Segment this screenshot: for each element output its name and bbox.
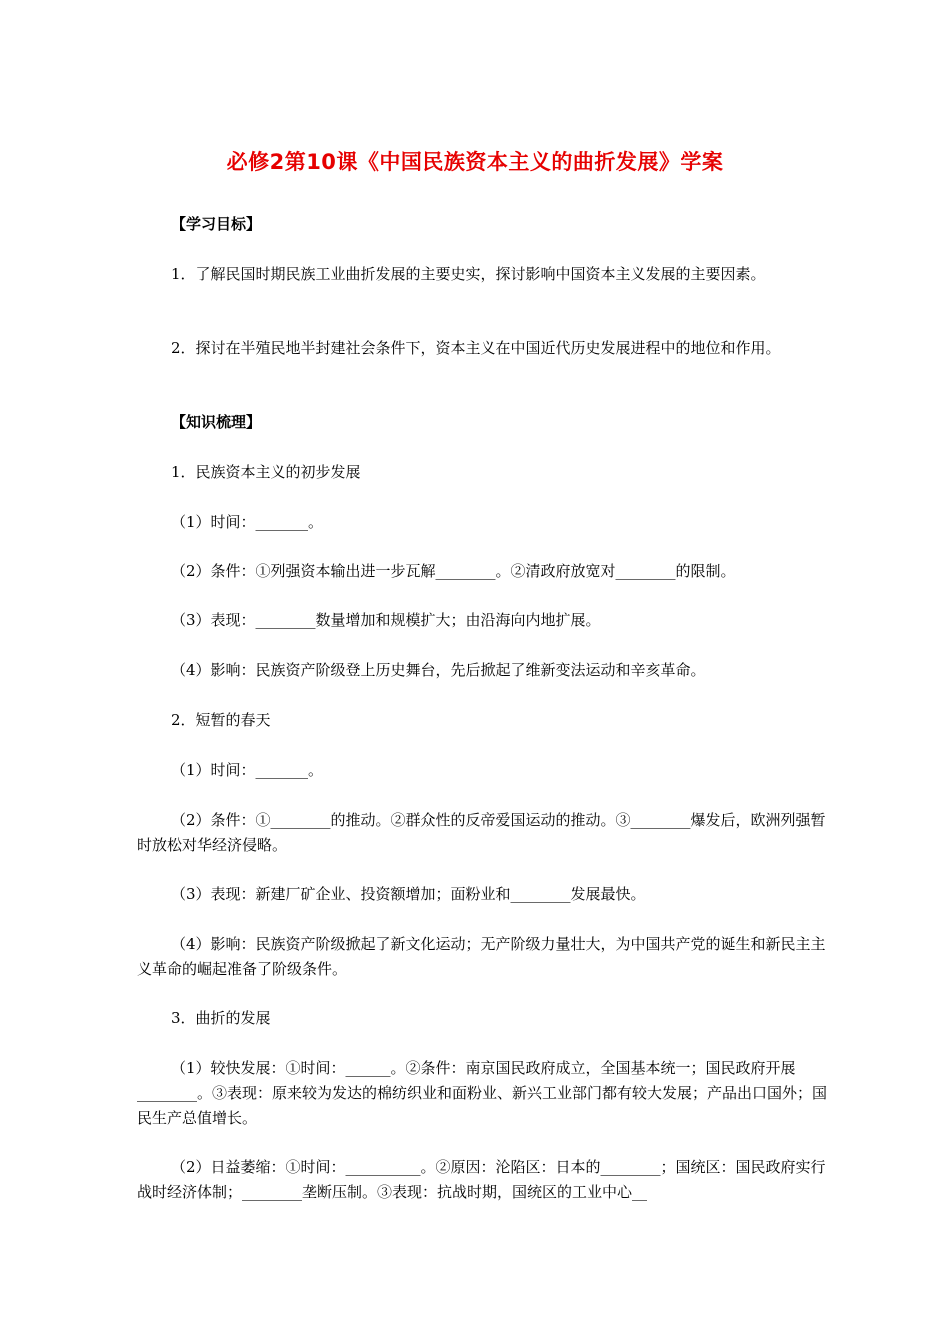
section-heading-goals: 【学习目标】 <box>171 215 262 233</box>
knowledge-topic-1: 1．民族资本主义的初步发展 <box>171 463 361 481</box>
goal-item-1: 1．了解民国时期民族工业曲折发展的主要史实，探讨影响中国资本主义发展的主要因素。 <box>171 265 766 283</box>
knowledge-item: （2）日益萎缩：①时间：__________。②原因：沦陷区：日本的________；国统区：国民政府实行战时经济体制；________垄断压制。③表现：抗战时期，国统区的工业中心__ <box>137 1158 826 1201</box>
knowledge-item: （1）较快发展：①时间：______。②条件：南京国民政府成立，全国基本统一；国民政府开展________。③表现：原来较为发达的棉纺织业和面粉业、新兴工业部门都有较大发展；产品出口国外；国民生产总值增长。 <box>137 1059 828 1127</box>
knowledge-topic-3: 3．曲折的发展 <box>171 1009 271 1027</box>
document-title: 必修2第10课《中国民族资本主义的曲折发展》学案 <box>226 150 724 174</box>
knowledge-item: （1）时间：_______。 <box>171 761 324 779</box>
knowledge-item: （2）条件：①________的推动。②群众性的反帝爱国运动的推动。③________爆发后，欧洲列强暂时放松对华经济侵略。 <box>137 811 826 854</box>
knowledge-item: （3）表现：新建厂矿企业、投资额增加；面粉业和________发展最快。 <box>171 885 646 903</box>
knowledge-item: （4）影响：民族资产阶级登上历史舞台，先后掀起了维新变法运动和辛亥革命。 <box>171 661 706 679</box>
knowledge-item: （1）时间：_______。 <box>171 513 324 531</box>
section-heading-knowledge: 【知识梳理】 <box>171 413 262 431</box>
knowledge-item: （3）表现：________数量增加和规模扩大；由沿海向内地扩展。 <box>171 611 601 629</box>
knowledge-item: （2）条件：①列强资本输出进一步瓦解________。②清政府放宽对________的限制。 <box>171 562 736 580</box>
knowledge-item: （4）影响：民族资产阶级掀起了新文化运动；无产阶级力量壮大，为中国共产党的诞生和新民主主义革命的崛起准备了阶级条件。 <box>137 935 826 978</box>
goal-item-2: 2．探讨在半殖民地半封建社会条件下，资本主义在中国近代历史发展进程中的地位和作用。 <box>171 339 781 357</box>
knowledge-topic-2: 2．短暂的春天 <box>171 711 271 729</box>
